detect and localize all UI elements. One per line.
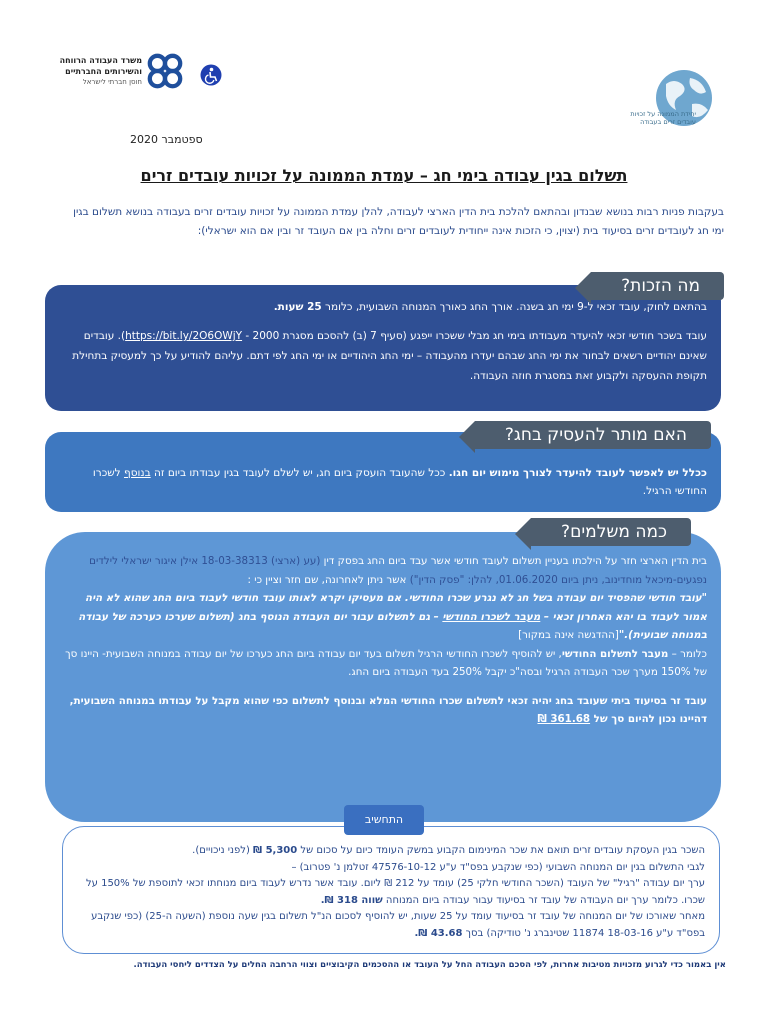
section-payment-tab: כמה משלמים? [531, 518, 691, 546]
calc-line-2: לגבי התשלום בגין יום המנוחה השבועי (כפי שנקבע בפס"ד ע"ע 47576-10-12 זטלמן נ' פטרוב) – [291, 861, 705, 873]
org-name-line1: יחידת הממונה על זכויות [630, 110, 696, 118]
caregiver-entitlement [59, 692, 707, 729]
calc-line-1-c: (לפני ניכויים). [192, 845, 254, 856]
holiday-work-text-b: לשכרו החודשי הרגיל. [92, 467, 707, 497]
intro-paragraph: בעקבות פניות רבות בנושא שבנדון ובהתאם להלכת בית הדין הארצי לעבודה, להלן עמדת הממונה על זכויות עובדים זרים בעבודה בנושא תשלום בגין ימי חג לעובדים זרים בסיעוד בית (יצוין, כי הזכות אינה ייחודית לעובדים זרים וחלה בין אם העובד זר ובין אם הוא ישראלי): [73, 206, 724, 237]
section-right-tab: מה הזכות? [591, 272, 724, 300]
ruling-paragraph [59, 552, 707, 589]
quote-text-c: שהפסיד יום עבודה בשל חג לא נגרע שכרו החודשי. אם מעסיקו יקרא לאותו עובד חודשי לעבוד ביום החג שהוא לא היה אמור לעבוד בו יהא האחרון זכאי – [85, 592, 707, 623]
calc-line-1 [77, 843, 705, 860]
calc-line-3 [77, 876, 705, 909]
payment-text-b: , יש להוסיף לשכרו החודשי הרגיל תשלום בעד יום עבודה ביום החג כערכו של יום עבודה במנוחה השבועית- היינו סך של 150% מערך שכר העבודה הרגיל ובסה"כ יקבל 250% בעד העבודה ביום החג. [65, 647, 707, 678]
calculation-label: התחשיב [344, 805, 424, 835]
right-paragraph-2 [59, 326, 707, 386]
ministry-header [50, 52, 225, 97]
holiday-work-underline: בנוסף [124, 467, 151, 479]
quote-text-a: "עובד [675, 592, 707, 604]
payment-explanation [59, 645, 707, 682]
holiday-work-bold: ככלל יש לאפשר לעובד להיעדר לצורך מימוש יום חגו. [448, 467, 707, 479]
agreement-link[interactable]: https://bit.ly/2O6OWjY [125, 330, 243, 342]
globe-logo-icon [622, 70, 722, 140]
entitlement-text: עובד זר בסיעוד ביתי שעובד בחג יהיה זכאי לתשלום שכרו החודשי המלא ובנוסף לתשלום כפי שהוא מקבל על עבודתו במנוחה השבועית, דהיינו נכון להיום סך של [69, 694, 707, 725]
ruling-reference: (עע (ארצי) 18-03-38313 אילן איגור ישראלי לילדים נפגעים-מיכאל מוחדינוב, ניתן ביום 01.06.2020, להלן: "פסק הדין") [89, 555, 707, 586]
page-title: תשלום בגין עבודה בימי חג – עמדת הממונה על זכויות עובדים זרים [140, 166, 628, 185]
right-paragraph-1 [87, 298, 707, 316]
extra-hour-amount: 43.68 ₪. [414, 927, 463, 939]
quote-text-d: – גם לתשלום עבור יום העבודה הנוסף בחג (תשלום שערכו כערכה של עבודה במנוחה שבועית)." [78, 610, 707, 641]
calc-line-3-a: ערך יום עבודה "רגיל" של העובד (השכר החודשי חלקי 25) עומד על 212 ₪ ליום. עובד אשר נדרש לעבוד ביום מנוחתו זכאי לתוספת של 150% על שכרו. כלומר ערך יום העבודה של עובד זר בסיעוד עבור עבודה ביום המנוחה [85, 878, 705, 906]
accessibility-icon [200, 64, 222, 86]
ministry-text [50, 55, 142, 88]
calculation-box [62, 826, 720, 954]
right-p1-text: בהתאם לחוק, עובד זכאי ל-9 ימי חג בשנה. אורך החג כאורך המנוחה השבועית, כלומר [321, 301, 707, 313]
holiday-work-text-a: ככל שהעובד הועסק ביום חג, יש לשלם לעובד בגין עבודתו ביום זה [150, 467, 449, 479]
min-wage-amount: 5,300 ₪ [253, 845, 298, 856]
ruling-text-b: אשר ניתן לאחרונה, שם חזר וציין כי : [247, 573, 410, 586]
section-holiday-work-box [45, 425, 721, 512]
payment-content [59, 552, 707, 729]
document-date: ספטמבר 2020 [130, 133, 203, 146]
payment-text-a: כלומר – [668, 647, 707, 660]
section-payment-box [45, 522, 721, 822]
footer-disclaimer: אין באמור כדי לגרוע מזכויות מטיבות אחרות, לפי הסכם העבודה החל על העובד או ההסכמים הקיבוציים וצווי הרחבה החלים על הצדדים ליחסי העבודה. [133, 960, 726, 970]
calculation-content [77, 843, 705, 942]
quote-note: [ההדגשה אינה במקור] [518, 629, 619, 641]
org-logo [622, 70, 722, 140]
ministry-name-line2: והשירותים החברתיים [65, 67, 142, 76]
section-holiday-work-tab: האם מותר להעסיק בחג? [475, 421, 711, 449]
quote-text-b: חודשי [647, 592, 676, 604]
right-p2-text-b: ). עובדים שאינם יהודיים רשאים לבחור את ימי החג שבהם יעדרו מהעבודה – ימי החג היהודיים או ימי החג לפי דתם. עליהם להודיע על כך למעסיק בתחילת תקופת ההעסקה ולקבוע זאת במסגרת חוזה העבודה. [72, 330, 707, 382]
holiday-work-paragraph [59, 464, 707, 500]
payment-bold: מעבר לתשלום החודשי [561, 647, 669, 660]
org-name [626, 110, 696, 126]
entitlement-amount: 361.68 ₪ [537, 713, 591, 725]
section-right-box [45, 276, 721, 411]
calc-line-4 [77, 909, 705, 942]
right-p2-text-a: עובד בשכר חודשי זכאי להיעדר מעבודתו בימי חג מבלי ששכרו ייפגע (סעיף 7 (ב) להסכם מסגרת 2000 - [242, 330, 707, 342]
ministry-logo-icon [146, 52, 184, 90]
ministry-slogan: חוסן חברתי לישראל [82, 78, 142, 86]
org-name-line2: עובדים זרים בעבודה [640, 118, 696, 126]
ruling-text-a: בית הדין הארצי חזר על הילכתו בעניין תשלום לעובד חודשי אשר עבד ביום החג בפסק דין [320, 555, 707, 567]
ruling-quote [59, 589, 707, 645]
calc-line-4-a: מאחר שאורכו של יום המנוחה של עובד זר בסיעוד עומד על 25 שעות, יש להוסיף לסכום הנ"ל תשלום בגין שעה נוספת (השעה ה-25) (כפי שנקבע בפס"ד ע"ע 18-03-16 11874 שטינברג נ' טודיקה) בסך [91, 911, 705, 939]
rest-day-value: שווה 318 ₪. [320, 894, 383, 906]
quote-underline: מעבר לשכרו החודשי [442, 610, 541, 623]
right-p1-bold: 25 שעות. [273, 301, 322, 313]
calc-line-1-a: השכר בגין העסקת עובדים זרים תואם את שכר המינימום הקבוע במשק העומד כיום על סכום של [297, 845, 705, 856]
ministry-name-line1: משרד העבודה הרווחה [59, 56, 142, 65]
